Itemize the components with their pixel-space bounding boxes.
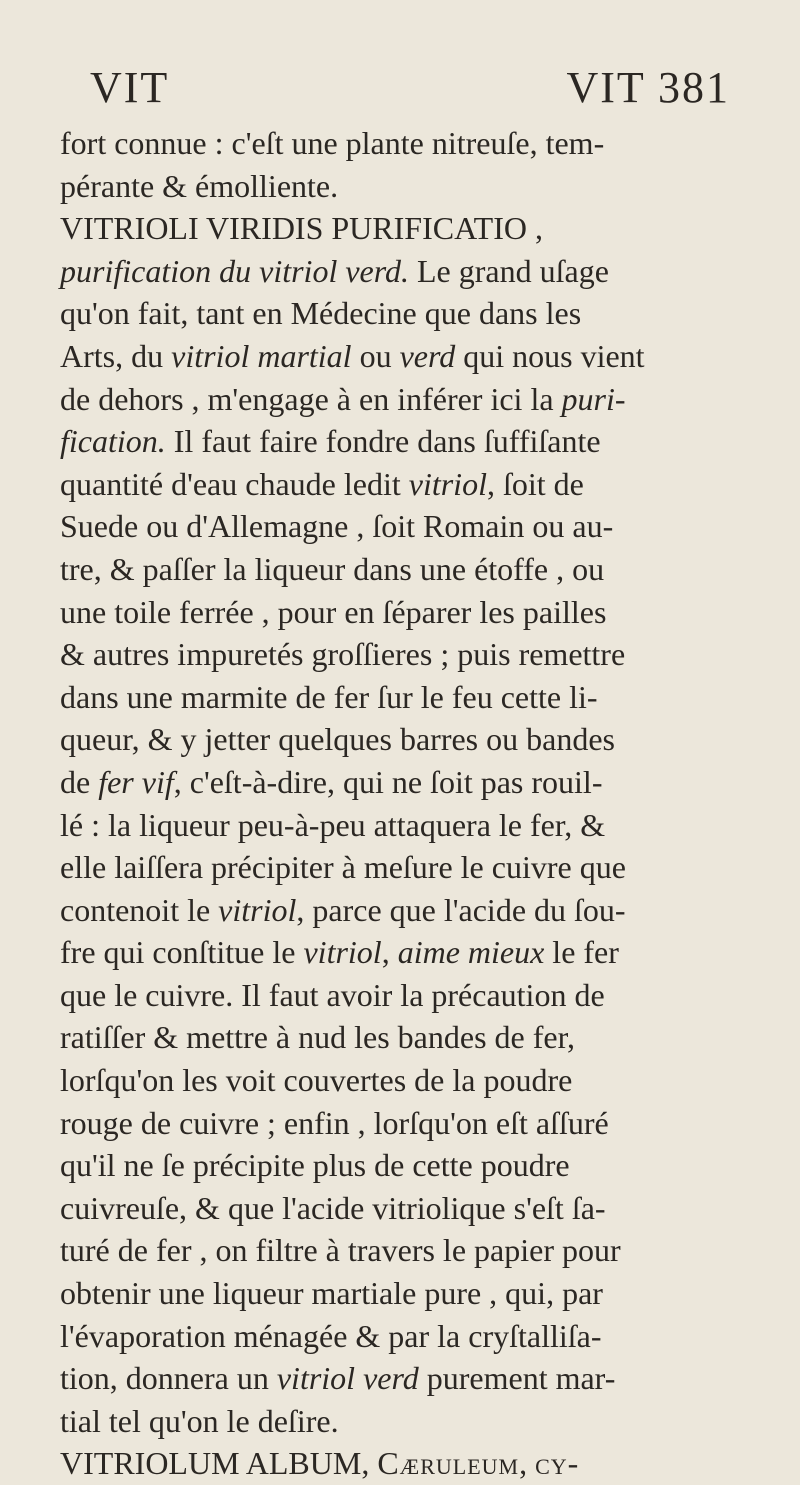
- text-segment: ratiſſer & mettre à nud les bandes de fer,: [60, 1019, 575, 1056]
- text-segment: dans une marmite de fer ſur le feu cette li-: [60, 678, 598, 715]
- text-segment: turé de fer , on filtre à travers le papier pour: [60, 1232, 621, 1269]
- text-line: [60, 250, 740, 293]
- italic-text: aime mieux: [397, 934, 545, 971]
- text-line: [60, 207, 740, 250]
- text-segment: que le cuivre. Il faut avoir la précaution de: [60, 976, 605, 1013]
- dictionary-entry-text: [60, 122, 740, 1485]
- text-segment: elle laiſſera précipiter à meſure le cuivre que: [60, 849, 626, 886]
- text-line: [60, 1144, 740, 1187]
- text-line: [60, 1229, 740, 1272]
- italic-text: fication.: [60, 423, 166, 460]
- running-head-right-page-number: VIT 381: [566, 63, 730, 112]
- text-segment: Arts, du: [60, 337, 172, 374]
- text-line: [60, 591, 740, 634]
- text-segment: Suede ou d'Allemagne , ſoit Romain ou au-: [60, 508, 614, 545]
- text-line: [60, 1442, 740, 1485]
- italic-text: purification du vitriol verd.: [60, 252, 409, 289]
- text-segment: , ſoit de: [486, 465, 584, 502]
- italic-text: vitriol verd: [276, 1360, 419, 1397]
- text-line: [60, 378, 740, 421]
- small-caps-text: Cæruleum: [377, 1445, 520, 1482]
- italic-text: vitriol martial: [171, 337, 352, 374]
- text-segment: ,: [381, 934, 398, 971]
- text-line: [60, 548, 740, 591]
- text-segment: qu'on fait, tant en Médecine que dans les: [60, 295, 582, 332]
- text-line: [60, 761, 740, 804]
- running-head: [80, 62, 740, 122]
- text-segment: , c'eſt-à-dire, qui ne ſoit pas rouil-: [173, 763, 603, 800]
- text-segment: fre qui conſtitue le: [60, 934, 304, 971]
- text-segment: Il faut faire fondre dans ſuffiſante: [165, 423, 601, 460]
- text-segment: tial tel qu'on le deſire.: [60, 1402, 339, 1439]
- text-line: [60, 1059, 740, 1102]
- text-line: [60, 420, 740, 463]
- text-segment: de: [60, 763, 99, 800]
- italic-text: verd: [399, 337, 456, 374]
- text-line: [60, 889, 740, 932]
- text-segment: quantité d'eau chaude ledit: [60, 465, 409, 502]
- text-segment: & autres impuretés groſſieres ; puis remettre: [60, 636, 626, 673]
- italic-text: vitriol: [218, 891, 297, 928]
- small-caps-text: cy-: [535, 1445, 580, 1482]
- text-segment: cuivreuſe, & que l'acide vitriolique s'eſt ſa-: [60, 1189, 606, 1226]
- text-line: [60, 1187, 740, 1230]
- text-line: [60, 292, 740, 335]
- text-line: [60, 718, 740, 761]
- text-line: [60, 335, 740, 378]
- text-line: [60, 505, 740, 548]
- text-segment: obtenir une liqueur martiale pure , qui, par: [60, 1275, 603, 1312]
- text-segment: qu'il ne ſe précipite plus de cette poudre: [60, 1147, 570, 1184]
- text-segment: rouge de cuivre ; enfin , lorſqu'on eſt aſſuré: [60, 1104, 609, 1141]
- italic-text: fer vif: [98, 763, 174, 800]
- text-segment: ,: [519, 1445, 536, 1482]
- text-segment: pérante & émolliente.: [60, 167, 339, 204]
- text-line: [60, 931, 740, 974]
- text-line: [60, 974, 740, 1017]
- text-segment: tre, & paſſer la liqueur dans une étoffe , ou: [60, 550, 605, 587]
- text-segment: fort connue : c'eſt une plante nitreuſe, tem-: [60, 125, 605, 161]
- text-line: [60, 1102, 740, 1145]
- text-segment: lorſqu'on les voit couvertes de la poudre: [60, 1062, 573, 1099]
- text-segment: , parce que l'acide du ſou-: [296, 891, 626, 928]
- text-segment: de dehors , m'engage à en inférer ici la: [60, 380, 562, 417]
- text-segment: l'évaporation ménagée & par la cryſtalliſa-: [60, 1317, 602, 1354]
- text-line: [60, 1016, 740, 1059]
- text-segment: purement mar-: [418, 1360, 616, 1397]
- text-line: [60, 676, 740, 719]
- text-segment: VITRIOLI VIRIDIS PURIFICATIO ,: [60, 210, 543, 247]
- text-line: [60, 633, 740, 676]
- text-line: [60, 804, 740, 847]
- text-segment: ou: [351, 337, 400, 374]
- text-line: [60, 1400, 740, 1443]
- italic-text: vitriol: [303, 934, 382, 971]
- text-segment: VITRIOLUM ALBUM,: [60, 1445, 378, 1482]
- running-head-left: VIT: [90, 63, 170, 112]
- text-segment: lé : la liqueur peu-à-peu attaquera le fer, &: [60, 806, 606, 843]
- text-segment: queur, & y jetter quelques barres ou bandes: [60, 721, 615, 758]
- text-line: [60, 165, 740, 208]
- text-segment: contenoit le: [60, 891, 219, 928]
- text-line: [60, 1315, 740, 1358]
- text-segment: Le grand uſage: [409, 252, 609, 289]
- text-line: [60, 463, 740, 506]
- text-line: [60, 122, 740, 165]
- text-line: [60, 846, 740, 889]
- text-segment: tion, donnera un: [60, 1360, 277, 1397]
- text-segment: le fer: [544, 934, 619, 971]
- text-line: [60, 1272, 740, 1315]
- italic-text: puri-: [561, 380, 626, 417]
- text-segment: une toile ferrée , pour en ſéparer les pailles: [60, 593, 607, 630]
- italic-text: vitriol: [408, 465, 487, 502]
- text-line: [60, 1357, 740, 1400]
- text-segment: qui nous vient: [455, 337, 645, 374]
